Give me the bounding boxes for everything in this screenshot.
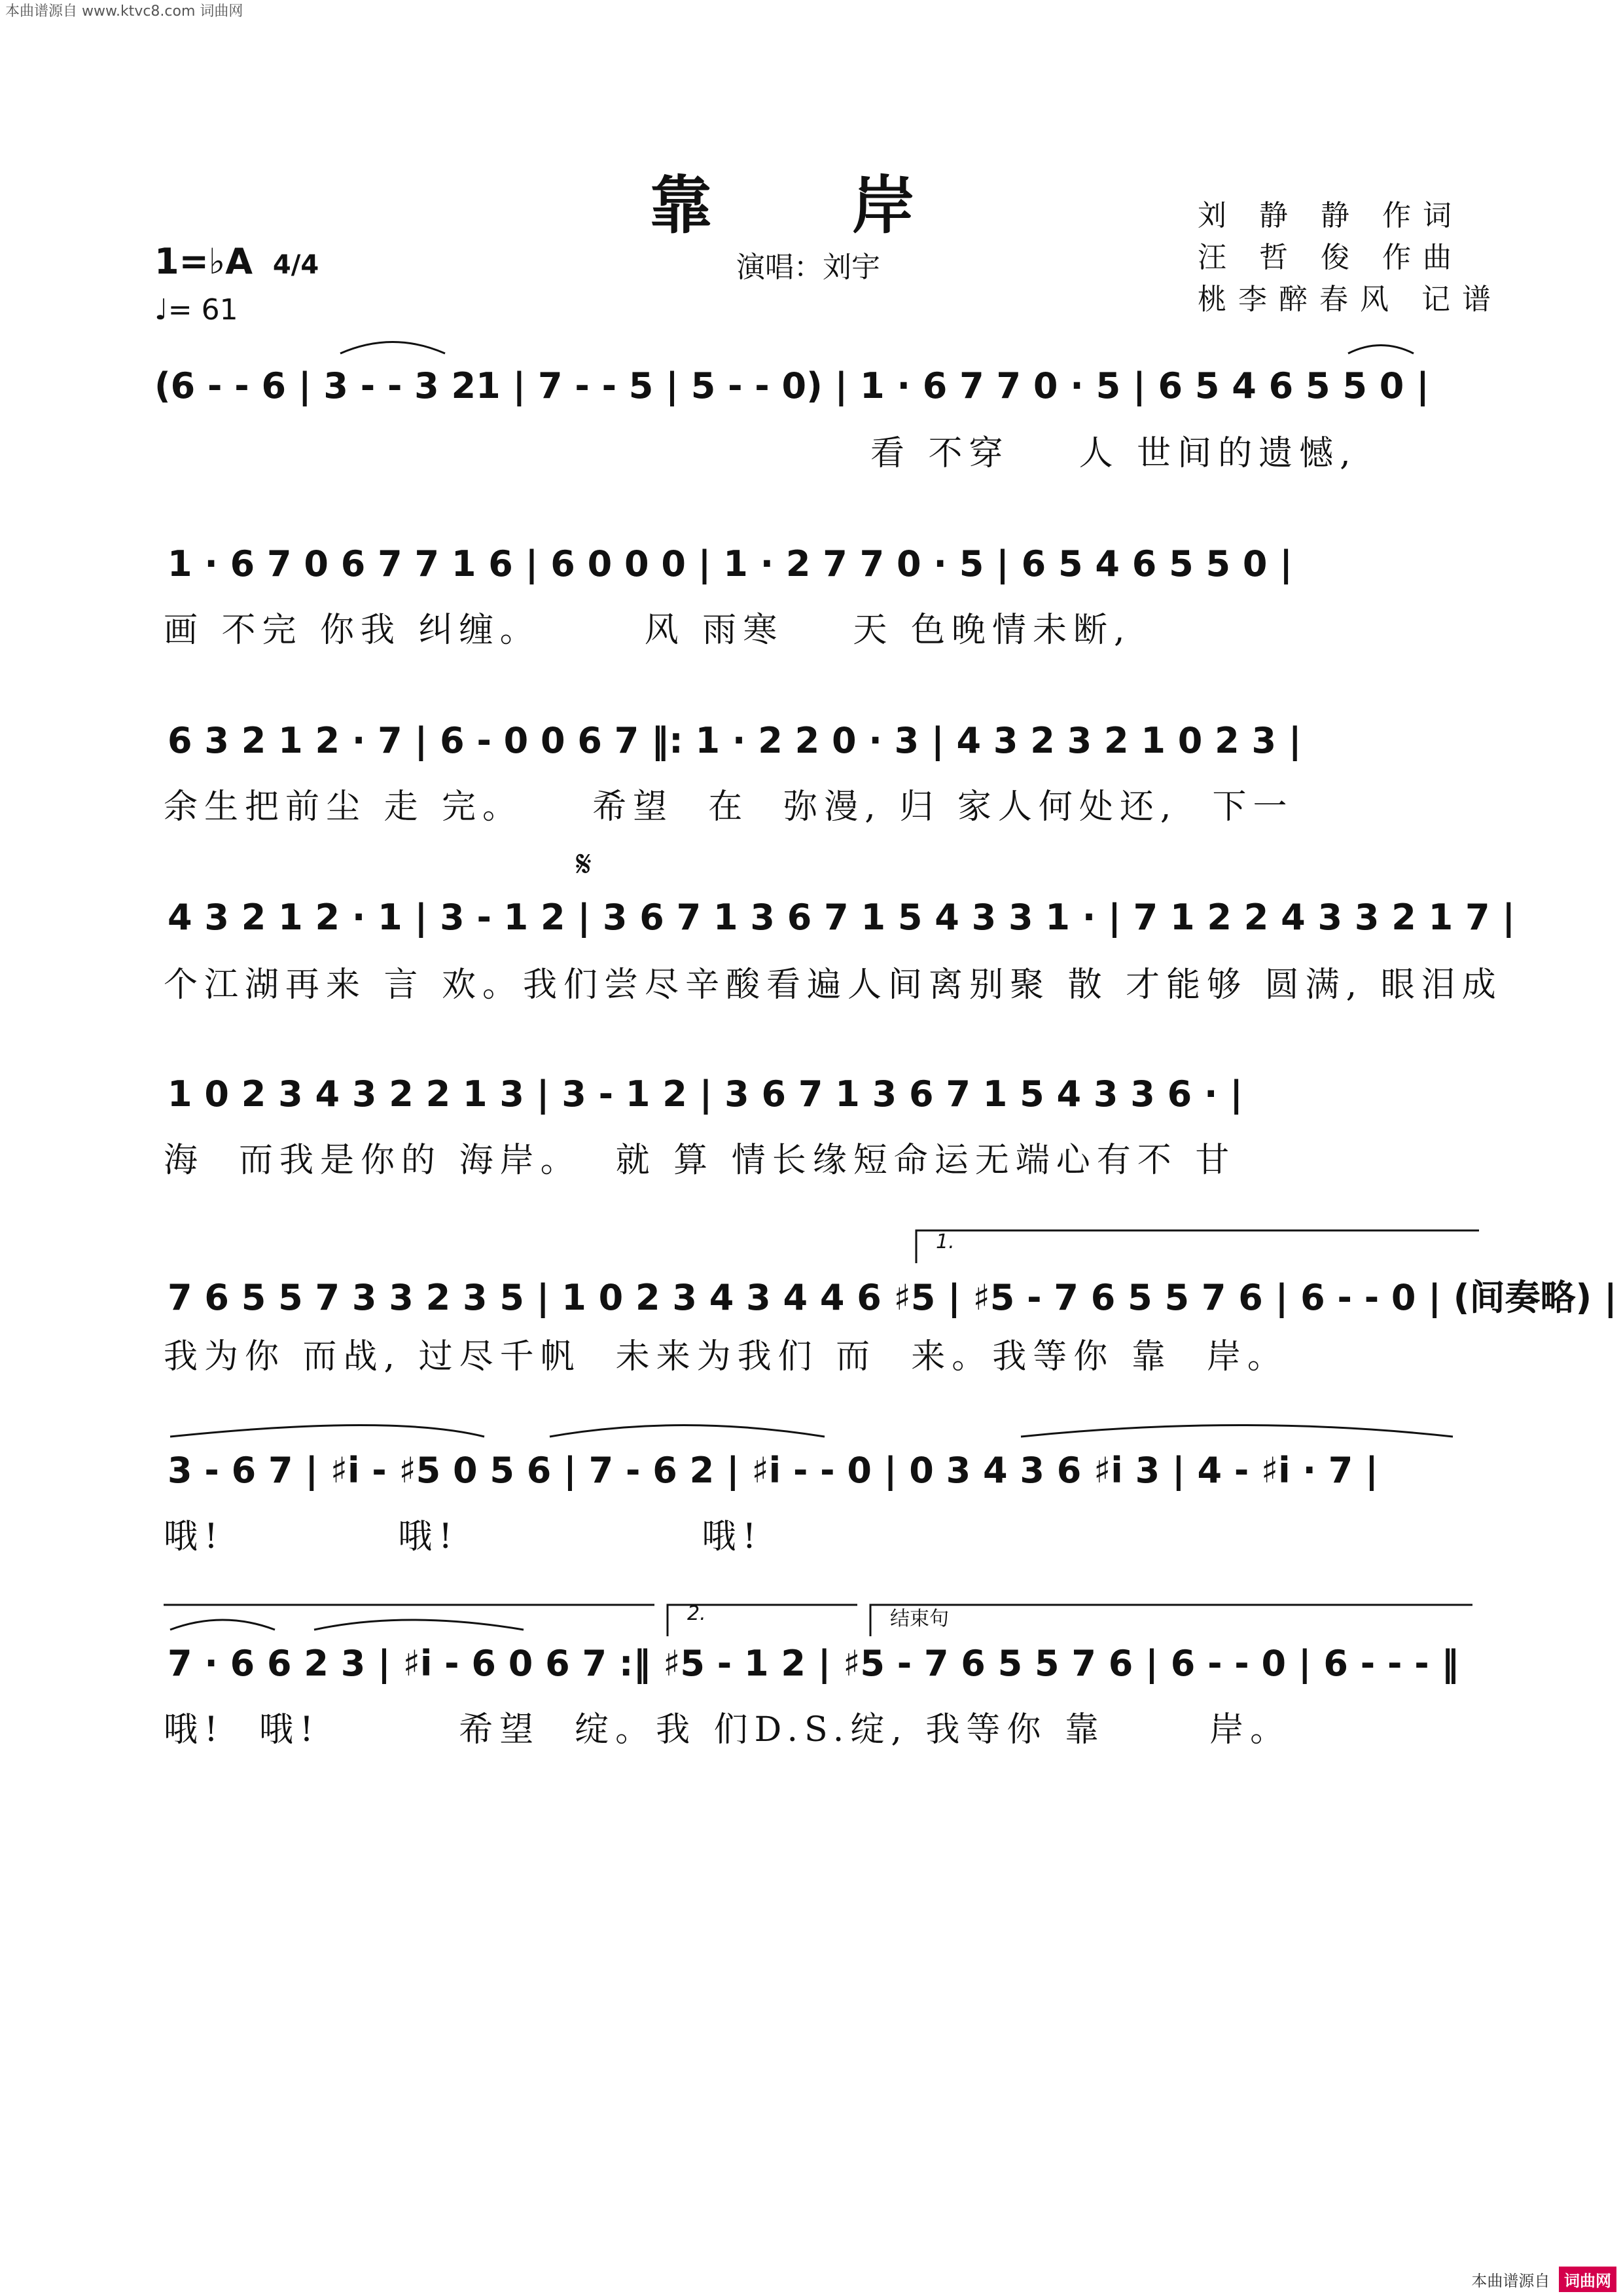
slur [170,1426,484,1437]
key-label: 1=♭A [154,241,253,282]
transcriber-credit: 桃李醉春风 记谱 [1198,283,1503,316]
slur [314,1620,524,1630]
lyric-row-3: 余生把前尘 走 完。 希望 在 弥漫, 归 家人何处还, 下一 [164,787,1294,827]
song-title: 靠 岸 [649,168,974,242]
notation-row-3: 6 3 2 1 2 · 7 | 6 - 0 0 6 7 ‖: 1 · 2 2 0 · 3 | 4 3 2 3 2 1 0 2 3 | [168,720,1302,761]
lyricist-credit: 刘 静 静 作词 [1198,199,1463,232]
composer-credit: 汪 哲 俊 作曲 [1198,241,1463,274]
tempo-mark: ♩= 61 [154,293,238,327]
slur [550,1426,825,1437]
slur [170,1620,275,1630]
volta-first-label: 1. [936,1230,955,1253]
notation-row-6: 7 6 5 5 7 3 3 2 3 5 | 1 0 2 3 4 3 4 4 6 ♯5 | ♯5 - 7 6 5 5 7 6 | 6 - - 0 | (间奏略) | [168,1277,1617,1318]
lyric-row-8: 哦! 哦! 希望 绽。我 们D.S.绽, 我等你 靠 岸。 [164,1710,1291,1749]
notation-row-1: (6 - - 6 | 3 - - 3 21 | 7 - - 5 | 5 - - 0) | 1 · 6 7 7 0 · 5 | 6 5 4 6 5 5 0 | [154,365,1429,406]
volta-second-bracket [668,1605,857,1636]
footer [1471,2267,1616,2292]
slur [340,342,445,354]
time-signature: 4/4 [272,250,319,280]
slur [1021,1426,1453,1437]
notation-row-8: 7 · 6 6 2 3 | ♯i - 6 0 6 7 :‖ ♯5 - 1 2 | ♯5 - 7 6 5 5 7 6 | 6 - - 0 | 6 - - - ‖ [168,1643,1459,1684]
singer-credit: 演唱：刘宇 [736,251,880,284]
lyric-row-1: 看 不穿 人 世间的遗憾, [870,434,1357,473]
ending-bracket [870,1605,1472,1636]
lyric-row-5: 海 而我是你的 海岸。 就 算 情长缘短命运无端心有不 甘 [164,1141,1236,1180]
segno-sign: 𝄋 [576,843,592,886]
ending-label: 结束句 [890,1607,949,1630]
notation-row-5: 1 0 2 3 4 3 2 2 1 3 | 3 - 1 2 | 3 6 7 1 3 6 7 1 5 4 3 3 6 · | [168,1073,1243,1115]
slur [1348,346,1414,354]
lyric-row-6: 我为你 而战, 过尽千帆 未来为我们 而 来。我等你 靠 岸。 [164,1337,1288,1376]
footer-logo[interactable]: 词曲网 [1559,2267,1616,2292]
lyric-row-2: 画 不完 你我 纠缠。 风 雨寒 天 色晚情未断, [164,611,1132,650]
footer-text: 本曲谱源自 [1471,2272,1550,2290]
lyric-row-7: 哦! 哦! 哦! [164,1517,763,1556]
notation-row-4: 4 3 2 1 2 · 1 | 3 - 1 2 | 3 6 7 1 3 6 7 1 5 4 3 3 1 · | 7 1 2 2 4 3 3 2 1 7 | [168,897,1516,938]
notation-row-2: 1 · 6 7 0 6 7 7 1 6 | 6 0 0 0 | 1 · 2 7 7 0 · 5 | 6 5 4 6 5 5 0 | [168,543,1293,584]
volta-first-bracket [916,1230,1479,1263]
lyric-row-4: 个江湖再来 言 欢。我们尝尽辛酸看遍人间离别聚 散 才能够 圆满, 眼泪成 [164,965,1503,1005]
notation-row-7: 3 - 6 7 | ♯i - ♯5 0 5 6 | 7 - 6 2 | ♯i - - 0 | 0 3 4 3 6 ♯i 3 | 4 - ♯i · 7 | [168,1450,1378,1491]
volta-second-label: 2. [687,1602,706,1625]
source-header: 本曲谱源自 www.ktvc8.com 词曲网 [5,3,243,20]
